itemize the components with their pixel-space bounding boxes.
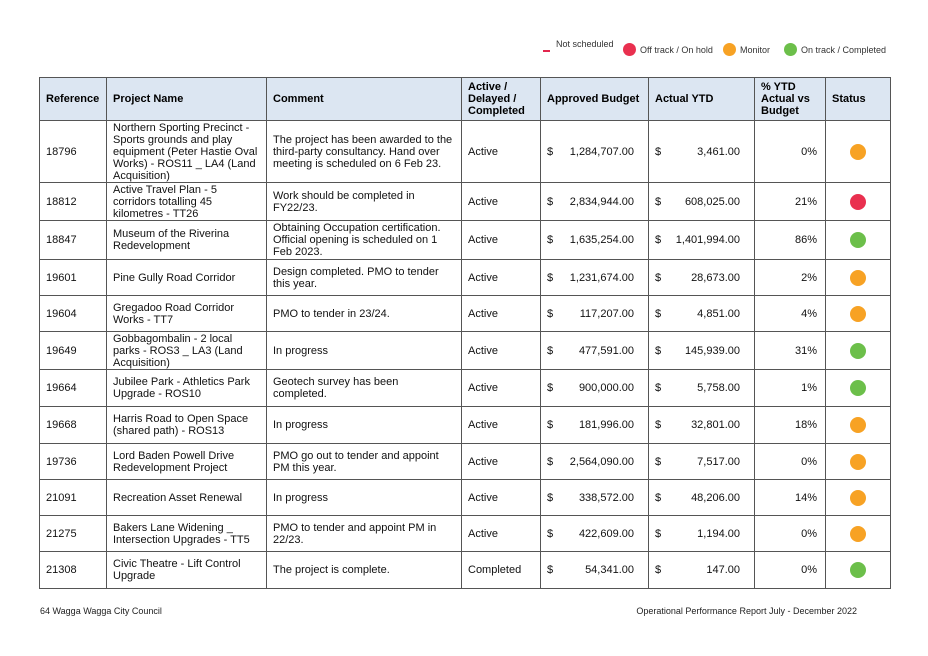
cell-reference: [40, 332, 107, 370]
reference-text: 21091: [46, 491, 77, 504]
cell-status: [826, 407, 891, 444]
cell-active-state: [462, 407, 541, 444]
actual-amount: 5,758.00: [697, 382, 740, 394]
state-text: Active: [468, 344, 498, 357]
cell-comment: [267, 480, 462, 516]
cell-status: [826, 370, 891, 407]
money-value: [547, 528, 642, 540]
cell-project-name: [107, 516, 267, 552]
cell-active-state: [462, 480, 541, 516]
currency-symbol: $: [655, 382, 662, 394]
money-value: [655, 528, 748, 540]
orange-status-dot-icon: [850, 270, 866, 286]
cell-actual-ytd: [649, 480, 755, 516]
cell-actual-ytd: [649, 516, 755, 552]
comment-text: In progress: [273, 419, 329, 431]
money-value: [655, 146, 748, 158]
cell-approved-budget: [541, 370, 649, 407]
orange-status-dot-icon: [850, 417, 866, 433]
reference-text: 19601: [46, 271, 77, 284]
state-text: Active: [468, 491, 498, 504]
pct-text: 0%: [801, 564, 817, 576]
state-text: Active: [468, 419, 498, 431]
cell-active-state: [462, 260, 541, 296]
money-value: [547, 272, 642, 284]
money-value: [655, 419, 748, 431]
orange-status-dot-icon: [850, 526, 866, 542]
cell-project-name: [107, 370, 267, 407]
budget-amount: 181,996.00: [578, 419, 634, 431]
comment-text: PMO to tender in 23/24.: [273, 307, 390, 320]
currency-symbol: $: [655, 527, 662, 540]
reference-text: 19604: [46, 307, 77, 320]
cell-pct-ytd: [755, 332, 826, 370]
cell-actual-ytd: [649, 552, 755, 589]
money-value: [655, 272, 748, 284]
state-text: Active: [468, 234, 498, 246]
cell-pct-ytd: [755, 516, 826, 552]
cell-active-state: [462, 516, 541, 552]
money-value: [547, 308, 642, 320]
green-status-dot-icon: [850, 232, 866, 248]
reference-text: 19736: [46, 455, 77, 468]
cell-pct-ytd: [755, 296, 826, 332]
money-value: [547, 382, 642, 394]
reference-text: 18847: [46, 234, 77, 246]
legend-on-track: [784, 43, 886, 56]
cell-approved-budget: [541, 332, 649, 370]
reference-text: 19664: [46, 382, 77, 394]
legend-not-scheduled: [543, 39, 614, 53]
project-name-text: Gregadoo Road Corridor Works - TT7: [113, 301, 235, 326]
table-row: [40, 221, 891, 260]
currency-symbol: $: [547, 195, 554, 208]
budget-amount: 1,284,707.00: [569, 145, 634, 158]
cell-reference: [40, 121, 107, 183]
cell-pct-ytd: [755, 183, 826, 221]
footer-report-title: Operational Performance Report July - December 2022: [636, 606, 857, 616]
col-reference: Reference: [40, 78, 107, 121]
project-name-text: Active Travel Plan - 5 corridors totalling 45 kilometres - TT26: [113, 183, 217, 220]
currency-symbol: $: [547, 271, 554, 284]
cell-reference: [40, 480, 107, 516]
currency-symbol: $: [655, 195, 662, 208]
cell-approved-budget: [541, 121, 649, 183]
cell-reference: [40, 296, 107, 332]
pct-text: 0%: [801, 527, 817, 540]
actual-amount: 145,939.00: [684, 344, 740, 357]
state-text: Active: [468, 271, 498, 284]
money-value: [655, 308, 748, 320]
actual-amount: 1,194.00: [697, 527, 740, 540]
cell-project-name: [107, 480, 267, 516]
cell-reference: [40, 221, 107, 260]
col-pct-ytd: % YTD Actual vs Budget: [755, 78, 826, 121]
cell-pct-ytd: [755, 260, 826, 296]
comment-text: In progress: [273, 344, 329, 357]
money-value: [547, 564, 642, 576]
currency-symbol: $: [655, 419, 662, 431]
money-value: [547, 345, 642, 357]
cell-comment: [267, 121, 462, 183]
pct-text: 4%: [801, 307, 817, 320]
money-value: [655, 196, 748, 208]
project-name-text: Jubilee Park - Athletics Park Upgrade - ROS10: [113, 376, 250, 400]
cell-project-name: [107, 183, 267, 221]
orange-status-dot-icon: [850, 306, 866, 322]
cell-comment: [267, 444, 462, 480]
pct-text: 14%: [794, 491, 817, 504]
cell-status: [826, 516, 891, 552]
project-name-text: Pine Gully Road Corridor: [113, 271, 236, 284]
cell-reference: [40, 407, 107, 444]
money-value: [547, 419, 642, 431]
orange-status-dot-icon: [850, 144, 866, 160]
currency-symbol: $: [547, 344, 554, 357]
cell-approved-budget: [541, 183, 649, 221]
cell-active-state: [462, 444, 541, 480]
currency-symbol: $: [655, 491, 662, 504]
cell-project-name: [107, 444, 267, 480]
table-row: [40, 370, 891, 407]
orange-status-dot-icon: [850, 454, 866, 470]
reference-text: 21308: [46, 564, 77, 576]
project-name-text: Gobbagombalin - 2 local parks - ROS3 _ LA3 (Land Acquisition): [113, 332, 243, 369]
actual-amount: 48,206.00: [691, 491, 740, 504]
cell-pct-ytd: [755, 444, 826, 480]
comment-text: Design completed. PMO to tender this year.: [273, 265, 439, 290]
cell-comment: [267, 370, 462, 407]
cell-reference: [40, 370, 107, 407]
money-value: [655, 564, 748, 576]
actual-amount: 4,851.00: [697, 307, 740, 320]
cell-project-name: [107, 552, 267, 589]
table-row: [40, 480, 891, 516]
state-text: Active: [468, 382, 498, 394]
money-value: [547, 492, 642, 504]
currency-symbol: $: [547, 491, 554, 504]
cell-status: [826, 552, 891, 589]
reference-text: 18812: [46, 195, 77, 208]
orange-status-dot-icon: [850, 490, 866, 506]
pct-text: 21%: [794, 195, 817, 208]
cell-comment: [267, 296, 462, 332]
legend-label: Off track / On hold: [640, 44, 713, 55]
comment-text: The project is complete.: [273, 564, 390, 576]
currency-symbol: $: [655, 145, 662, 158]
money-value: [547, 234, 642, 246]
currency-symbol: $: [655, 344, 662, 357]
reference-text: 18796: [46, 145, 77, 158]
cell-project-name: [107, 296, 267, 332]
money-value: [655, 345, 748, 357]
project-name-text: Lord Baden Powell Drive Redevelopment Project: [113, 449, 235, 474]
budget-amount: 338,572.00: [578, 491, 634, 504]
cell-reference: [40, 260, 107, 296]
budget-amount: 1,635,254.00: [569, 234, 634, 246]
cell-active-state: [462, 121, 541, 183]
cell-active-state: [462, 183, 541, 221]
table-row: [40, 444, 891, 480]
table-row: [40, 121, 891, 183]
red-status-dot-icon: [850, 194, 866, 210]
cell-comment: [267, 260, 462, 296]
currency-symbol: $: [547, 234, 554, 246]
cell-project-name: [107, 332, 267, 370]
state-text: Completed: [468, 564, 522, 576]
cell-actual-ytd: [649, 332, 755, 370]
cell-reference: [40, 552, 107, 589]
currency-symbol: $: [655, 271, 662, 284]
cell-status: [826, 121, 891, 183]
comment-text: The project has been awarded to the third-party consultancy. Hand over meeting is scheduled on 6 Feb 23.: [273, 133, 453, 170]
state-text: Active: [468, 195, 498, 208]
comment-text: Geotech survey has been completed.: [273, 376, 399, 400]
cell-approved-budget: [541, 221, 649, 260]
actual-amount: 147.00: [706, 564, 740, 576]
col-status: Status: [826, 78, 891, 121]
money-value: [655, 234, 748, 246]
cell-status: [826, 444, 891, 480]
actual-amount: 7,517.00: [697, 455, 740, 468]
state-text: Active: [468, 455, 498, 468]
comment-text: PMO go out to tender and appoint PM this year.: [273, 449, 439, 474]
capital-projects-table: [39, 77, 891, 589]
cell-approved-budget: [541, 296, 649, 332]
project-name-text: Northern Sporting Precinct - Sports grounds and play equipment (Peter Hastie Oval Works) - ROS11 _ LA4 (Land Acquisition): [113, 121, 258, 182]
money-value: [655, 492, 748, 504]
actual-amount: 32,801.00: [691, 419, 740, 431]
actual-amount: 608,025.00: [684, 195, 740, 208]
pct-text: 0%: [801, 145, 817, 158]
reference-text: 19649: [46, 344, 77, 357]
cell-actual-ytd: [649, 121, 755, 183]
actual-amount: 3,461.00: [697, 145, 740, 158]
comment-text: Obtaining Occupation certification. Official opening is scheduled on 1 Feb 2023.: [273, 222, 441, 258]
money-value: [655, 456, 748, 468]
cell-pct-ytd: [755, 221, 826, 260]
currency-symbol: $: [655, 307, 662, 320]
currency-symbol: $: [655, 234, 662, 246]
currency-symbol: $: [655, 455, 662, 468]
pct-text: 1%: [801, 382, 817, 394]
project-name-text: Museum of the Riverina Redevelopment: [113, 228, 230, 252]
legend-monitor: [723, 43, 770, 56]
status-legend: [540, 39, 890, 59]
budget-amount: 1,231,674.00: [569, 271, 634, 284]
cell-approved-budget: [541, 552, 649, 589]
cell-project-name: [107, 221, 267, 260]
cell-approved-budget: [541, 407, 649, 444]
actual-amount: 28,673.00: [691, 271, 740, 284]
currency-symbol: $: [547, 455, 554, 468]
cell-pct-ytd: [755, 407, 826, 444]
comment-text: Work should be completed in FY22/23.: [273, 189, 415, 214]
currency-symbol: $: [655, 564, 662, 576]
table-row: [40, 183, 891, 221]
money-value: [547, 196, 642, 208]
cell-active-state: [462, 296, 541, 332]
cell-approved-budget: [541, 444, 649, 480]
cell-approved-budget: [541, 516, 649, 552]
cell-project-name: [107, 260, 267, 296]
legend-label: On track / Completed: [801, 44, 887, 55]
green-status-dot-icon: [850, 343, 866, 359]
money-value: [655, 382, 748, 394]
table-row: [40, 332, 891, 370]
currency-symbol: $: [547, 307, 554, 320]
cell-status: [826, 221, 891, 260]
cell-project-name: [107, 407, 267, 444]
col-project-name: Project Name: [107, 78, 267, 121]
state-text: Active: [468, 527, 498, 540]
actual-amount: 1,401,994.00: [675, 234, 740, 246]
green-dot-icon: [784, 43, 797, 56]
col-comment: Comment: [267, 78, 462, 121]
col-actual-ytd: Actual YTD: [649, 78, 755, 121]
cell-status: [826, 260, 891, 296]
table-header-row: [40, 78, 891, 121]
project-name-text: Bakers Lane Widening _ Intersection Upgrades - TT5: [113, 521, 250, 546]
currency-symbol: $: [547, 382, 554, 394]
cell-active-state: [462, 552, 541, 589]
cell-active-state: [462, 370, 541, 407]
project-name-text: Recreation Asset Renewal: [113, 491, 243, 504]
state-text: Active: [468, 145, 498, 158]
cell-comment: [267, 552, 462, 589]
table-row: [40, 552, 891, 589]
dash-icon: [543, 50, 550, 52]
cell-approved-budget: [541, 260, 649, 296]
budget-amount: 2,834,944.00: [569, 195, 634, 208]
footer-page-info: 64 Wagga Wagga City Council: [40, 606, 162, 616]
budget-amount: 900,000.00: [578, 382, 634, 394]
pct-text: 86%: [794, 234, 817, 246]
cell-comment: [267, 221, 462, 260]
cell-status: [826, 296, 891, 332]
cell-actual-ytd: [649, 370, 755, 407]
cell-project-name: [107, 121, 267, 183]
currency-symbol: $: [547, 527, 554, 540]
budget-amount: 2,564,090.00: [569, 455, 634, 468]
pct-text: 18%: [794, 419, 817, 431]
budget-amount: 422,609.00: [578, 527, 634, 540]
cell-actual-ytd: [649, 260, 755, 296]
red-dot-icon: [623, 43, 636, 56]
table-row: [40, 296, 891, 332]
cell-pct-ytd: [755, 552, 826, 589]
cell-active-state: [462, 332, 541, 370]
currency-symbol: $: [547, 564, 554, 576]
cell-approved-budget: [541, 480, 649, 516]
table-row: [40, 407, 891, 444]
state-text: Active: [468, 307, 498, 320]
budget-amount: 117,207.00: [579, 307, 634, 320]
cell-reference: [40, 444, 107, 480]
cell-pct-ytd: [755, 370, 826, 407]
table-row: [40, 516, 891, 552]
cell-comment: [267, 332, 462, 370]
project-name-text: Harris Road to Open Space (shared path) - ROS13: [113, 413, 249, 437]
orange-dot-icon: [723, 43, 736, 56]
cell-actual-ytd: [649, 444, 755, 480]
comment-text: PMO to tender and appoint PM in 22/23.: [273, 521, 437, 546]
pct-text: 31%: [794, 344, 817, 357]
cell-actual-ytd: [649, 221, 755, 260]
col-approved-budget: Approved Budget: [541, 78, 649, 121]
cell-actual-ytd: [649, 296, 755, 332]
cell-comment: [267, 516, 462, 552]
money-value: [547, 456, 642, 468]
money-value: [547, 146, 642, 158]
reference-text: 19668: [46, 419, 77, 431]
green-status-dot-icon: [850, 380, 866, 396]
project-name-text: Civic Theatre - Lift Control Upgrade: [113, 558, 241, 582]
comment-text: In progress: [273, 491, 329, 504]
legend-label: Monitor: [740, 44, 771, 55]
reference-text: 21275: [46, 527, 77, 540]
pct-text: 0%: [801, 455, 817, 468]
legend-off-track: [623, 43, 713, 56]
cell-comment: [267, 407, 462, 444]
cell-status: [826, 332, 891, 370]
cell-actual-ytd: [649, 407, 755, 444]
cell-reference: [40, 516, 107, 552]
budget-amount: 54,341.00: [585, 564, 634, 576]
green-status-dot-icon: [850, 562, 866, 578]
currency-symbol: $: [547, 145, 554, 158]
cell-reference: [40, 183, 107, 221]
cell-status: [826, 183, 891, 221]
cell-status: [826, 480, 891, 516]
pct-text: 2%: [801, 271, 817, 284]
cell-pct-ytd: [755, 121, 826, 183]
currency-symbol: $: [547, 419, 554, 431]
col-active-state: Active / Delayed / Completed: [462, 78, 541, 121]
legend-label: Not scheduled: [556, 39, 614, 49]
table-row: [40, 260, 891, 296]
cell-actual-ytd: [649, 183, 755, 221]
cell-comment: [267, 183, 462, 221]
cell-pct-ytd: [755, 480, 826, 516]
cell-active-state: [462, 221, 541, 260]
budget-amount: 477,591.00: [578, 344, 634, 357]
